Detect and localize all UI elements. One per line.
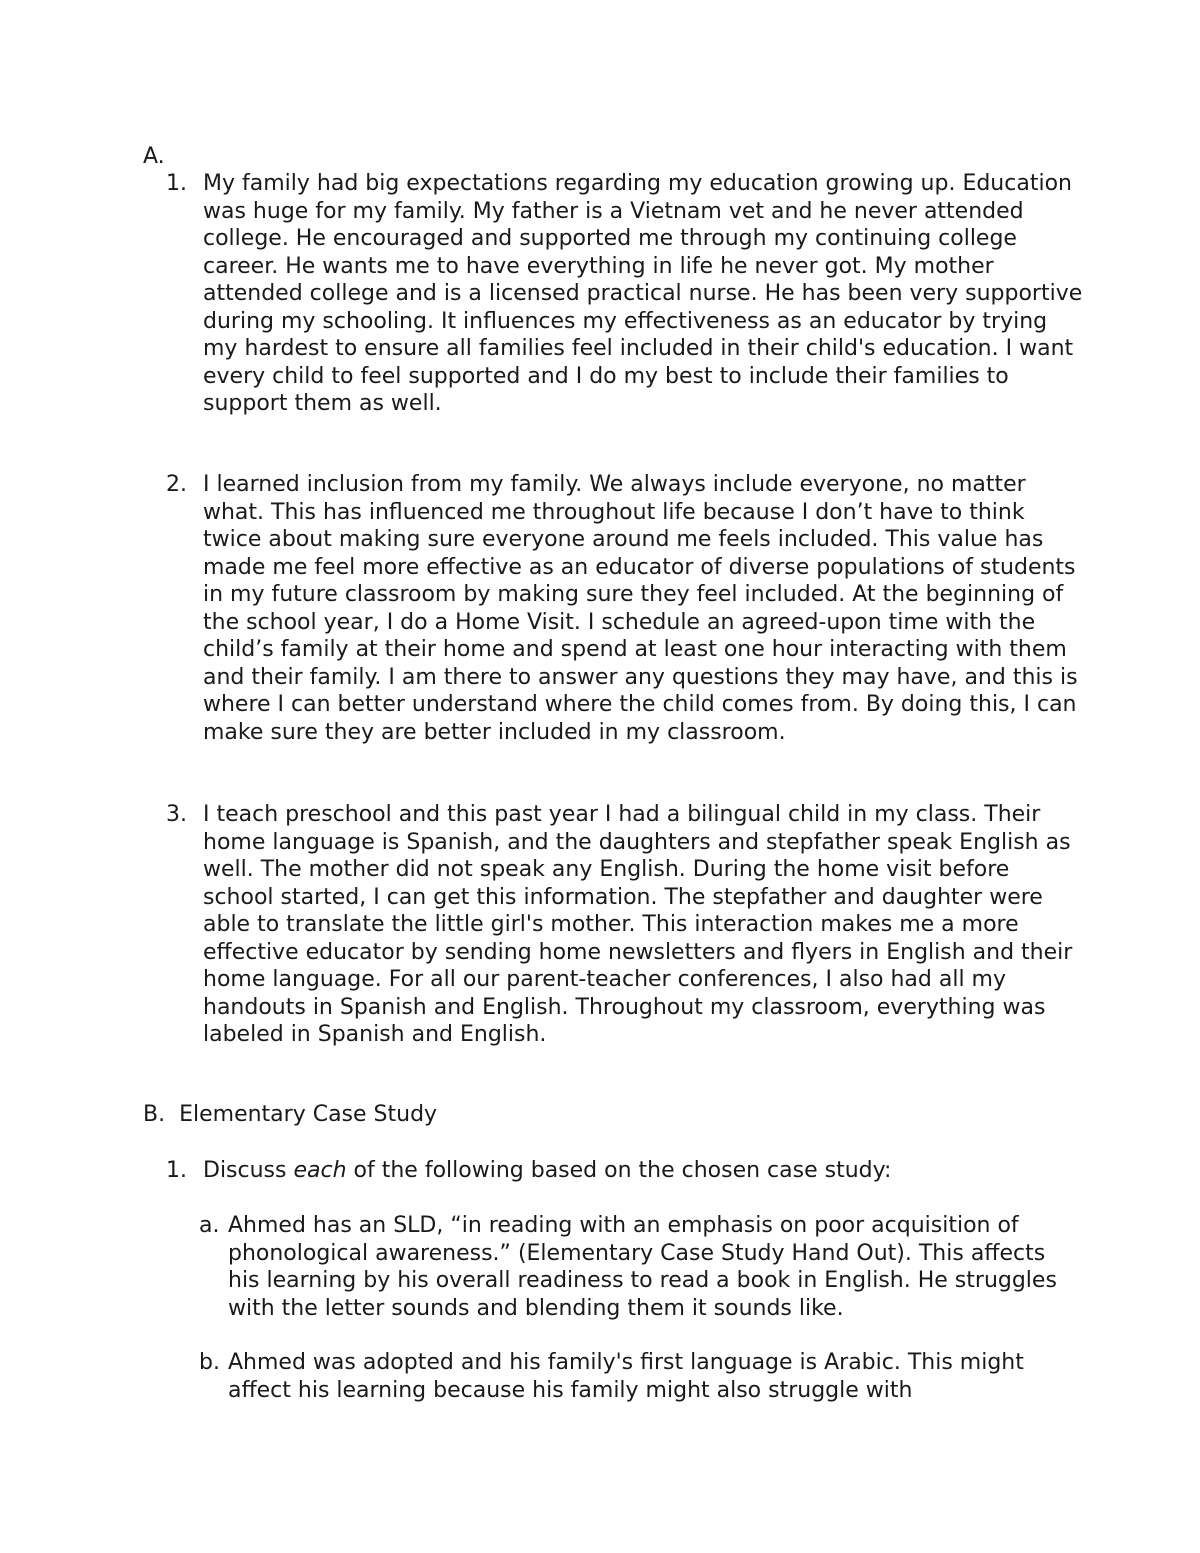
item-text-part: Discuss xyxy=(203,1158,294,1183)
item-text: I learned inclusion from my family. We always include everyone, no matter what. This has influenced me throughout life because I don’t have to think twice about making sure everyone around me feels included. This value has made me feel more effective as an educator of diverse populations of students in my future classroom by making sure they feel included. At the beginning of the school year, I do a Home Visit. I schedule an agreed-upon time with the child’s family at their home and spend at least one hour interacting with them and their family. I am there to answer any questions they may have, and this is where I can better understand where the child comes from. By doing this, I can make sure they are better included in my classroom. xyxy=(203,472,1078,745)
section-a-item-1 xyxy=(166,170,1083,418)
item-number: 2. xyxy=(166,472,187,497)
section-b-subitem-b xyxy=(199,1349,1078,1404)
subitem-letter: b. xyxy=(199,1350,220,1375)
section-b-item-1 xyxy=(166,1157,1083,1185)
item-number: 1. xyxy=(166,1158,187,1183)
section-b-title: Elementary Case Study xyxy=(179,1102,438,1127)
item-text: My family had big expectations regarding my education growing up. Education was huge for my family. My father is a Vietnam vet and he never attended college. He encouraged and supported me through my continuing college career. He wants me to have everything in life he never got. My mother attended college and is a licensed practical nurse. He has been very supportive during my schooling. It influences my effectiveness as an educator by trying my hardest to ensure all families feel included in their child's education. I want every child to feel supported and I do my best to include their families to support them as well. xyxy=(203,171,1083,416)
subitem-text: Ahmed was adopted and his family's first language is Arabic. This might affect his learning because his family might also struggle with xyxy=(228,1350,1024,1403)
subitem-letter: a. xyxy=(199,1213,220,1238)
section-a-heading: A. xyxy=(143,144,165,169)
item-number: 1. xyxy=(166,171,187,196)
section-b-label: B. xyxy=(143,1102,166,1127)
section-b-subitem-a xyxy=(199,1212,1078,1322)
item-number: 3. xyxy=(166,802,187,827)
section-a-item-2 xyxy=(166,471,1083,746)
section-b-heading xyxy=(143,1101,437,1129)
item-text: I teach preschool and this past year I had a bilingual child in my class. Their home language is Spanish, and the daughters and stepfather speak English as well. The mother did not speak any English. During the home visit before school started, I can get this information. The stepfather and daughter were able to translate the little girl's mother. This interaction makes me a more effective educator by sending home newsletters and flyers in English and their home language. For all our parent-teacher conferences, I also had all my handouts in Spanish and English. Throughout my classroom, everything was labeled in Spanish and English. xyxy=(203,802,1073,1047)
item-text-emphasis: each xyxy=(293,1158,347,1183)
section-a-item-3 xyxy=(166,801,1083,1049)
item-text xyxy=(203,1157,1083,1185)
subitem-text: Ahmed has an SLD, “in reading with an emphasis on poor acquisition of phonological awareness.” (Elementary Case Study Hand Out). This affects his learning by his overall readiness to read a book in English. He struggles with the letter sounds and blending them it sounds like. xyxy=(228,1213,1057,1321)
item-text-part: of the following based on the chosen case study: xyxy=(346,1158,892,1183)
